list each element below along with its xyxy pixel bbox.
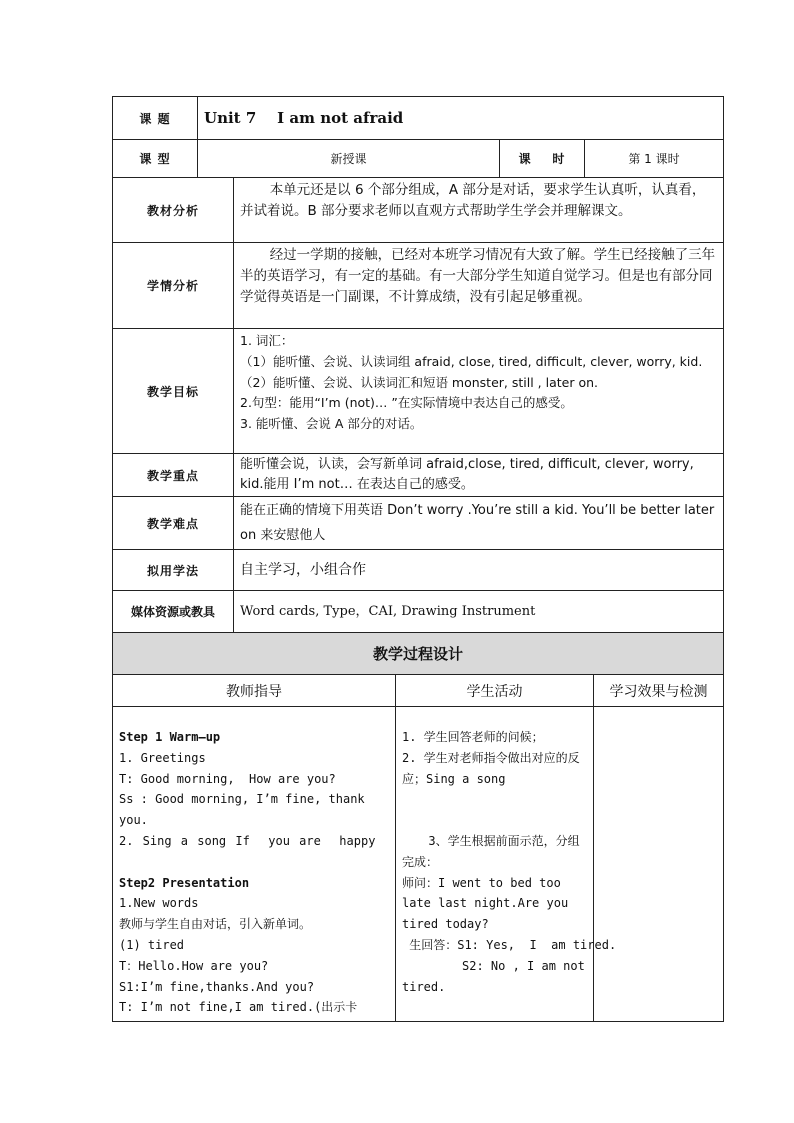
topic-label: 课 题 — [113, 97, 198, 139]
method-label: 拟用学法 — [113, 550, 234, 590]
student-column — [396, 707, 617, 1021]
student-line: 2. 学生对老师指令做出对应的反应；Sing a song — [402, 750, 580, 786]
difficulty-label: 教学难点 — [113, 497, 234, 549]
student-line: 3、学生根据前面示范，分组完成： — [402, 833, 580, 869]
difficulty-value: 能在正确的情境下用英语 Don’t worry .You’re still a kid. You’ll be better later on 来安慰他人 — [240, 503, 715, 543]
header-student: 学生活动 — [396, 675, 594, 706]
student-line: 师问：I went to bed too late last night.Are you tired today? — [402, 875, 569, 932]
students-label: 学情分析 — [113, 243, 234, 328]
teacher-line: T：Hello.How are you? — [119, 958, 269, 973]
material-row — [113, 178, 723, 243]
teacher-line: 2. Sing a song If you are happy — [119, 833, 376, 848]
process-body-row — [113, 707, 723, 1021]
method-row — [113, 550, 723, 591]
goal-line: 2.句型：能用“I’m (not)… ”在实际情境中表达自己的感受。 — [240, 395, 573, 411]
material-label: 教材分析 — [113, 178, 234, 242]
goal-line: （1）能听懂、会说、认读词组 afraid, close, tired, difficult, clever, worry, kid. — [240, 353, 703, 369]
media-row — [113, 591, 723, 633]
goal-line: 1. 词汇： — [240, 333, 294, 348]
teacher-line: 教师与学生自由对话，引入新单词。 — [119, 917, 312, 932]
goals-row — [113, 329, 723, 454]
teacher-line: (1) tired — [119, 937, 185, 952]
step2-heading: Step2 Presentation — [119, 875, 250, 890]
header-teacher: 教师指导 — [113, 675, 396, 706]
teacher-line: 1.New words — [119, 896, 199, 911]
teacher-line: Ss : Good morning, I’m fine, thank you. — [119, 792, 365, 828]
media-value: Word cards, Type，CAI, Drawing Instrument — [240, 604, 536, 619]
topic-value: Unit 7 I am not afraid — [204, 109, 404, 127]
key-row — [113, 454, 723, 497]
type-row — [113, 140, 723, 178]
header-effect: 学习效果与检测 — [609, 683, 708, 700]
period-label: 课 时 — [500, 140, 585, 177]
difficulty-row — [113, 497, 723, 550]
student-line: 生回答：S1: Yes, I am tired. — [402, 937, 617, 952]
effect-column — [594, 707, 723, 1021]
process-title: 教学过程设计 — [113, 633, 723, 675]
goals-label: 教学目标 — [113, 329, 234, 453]
goal-line: （2）能听懂、会说、认读词汇和短语 monster, still , later on. — [240, 374, 598, 390]
students-row — [113, 243, 723, 329]
student-line: 1. 学生回答老师的问候； — [402, 730, 544, 744]
student-line: S2: No , I am not tired. — [402, 958, 585, 994]
goal-line: 3. 能听懂、会说 A 部分的对话。 — [240, 416, 423, 432]
process-header-row — [113, 675, 723, 707]
material-value: 本单元还是以 6 个部分组成，A 部分是对话，要求学生认真听，认真看，并试着说。B 部分要求老师以直观方式帮助学生学会并理解课文。 — [240, 182, 706, 219]
method-value: 自主学习，小组合作 — [240, 561, 366, 578]
type-label: 课 型 — [113, 140, 198, 177]
key-value: 能听懂会说，认读，会写新单词 afraid,close, tired, difficult, clever, worry, kid.能用 I’m not… 在表达自己的感受。 — [240, 457, 694, 492]
teacher-line: T: Good morning, How are you? — [119, 771, 336, 786]
teacher-column — [113, 707, 396, 1021]
teacher-line: T: I’m not fine,I am tired.(出示卡 — [119, 1000, 358, 1015]
period-value: 第 1 课时 — [628, 152, 680, 166]
teacher-line: 1. Greetings — [119, 750, 206, 765]
goals-value — [234, 329, 723, 453]
lesson-plan-table — [112, 96, 724, 1022]
type-value: 新授课 — [198, 140, 500, 177]
key-label: 教学重点 — [113, 454, 234, 496]
topic-row — [113, 97, 723, 140]
teacher-line: S1:I’m fine,thanks.And you? — [119, 979, 315, 994]
students-value: 经过一学期的接触，已经对本班学习情况有大致了解。学生已经接触了三年半的英语学习，有一定的基础。有一大部分学生知道自觉学习。但是也有部分同学觉得英语是一门副课，不计算成绩，没有引起足够重视。 — [240, 247, 716, 305]
media-label: 媒体资源或教具 — [113, 591, 234, 632]
step1-heading: Step 1 Warm—up — [119, 730, 221, 744]
